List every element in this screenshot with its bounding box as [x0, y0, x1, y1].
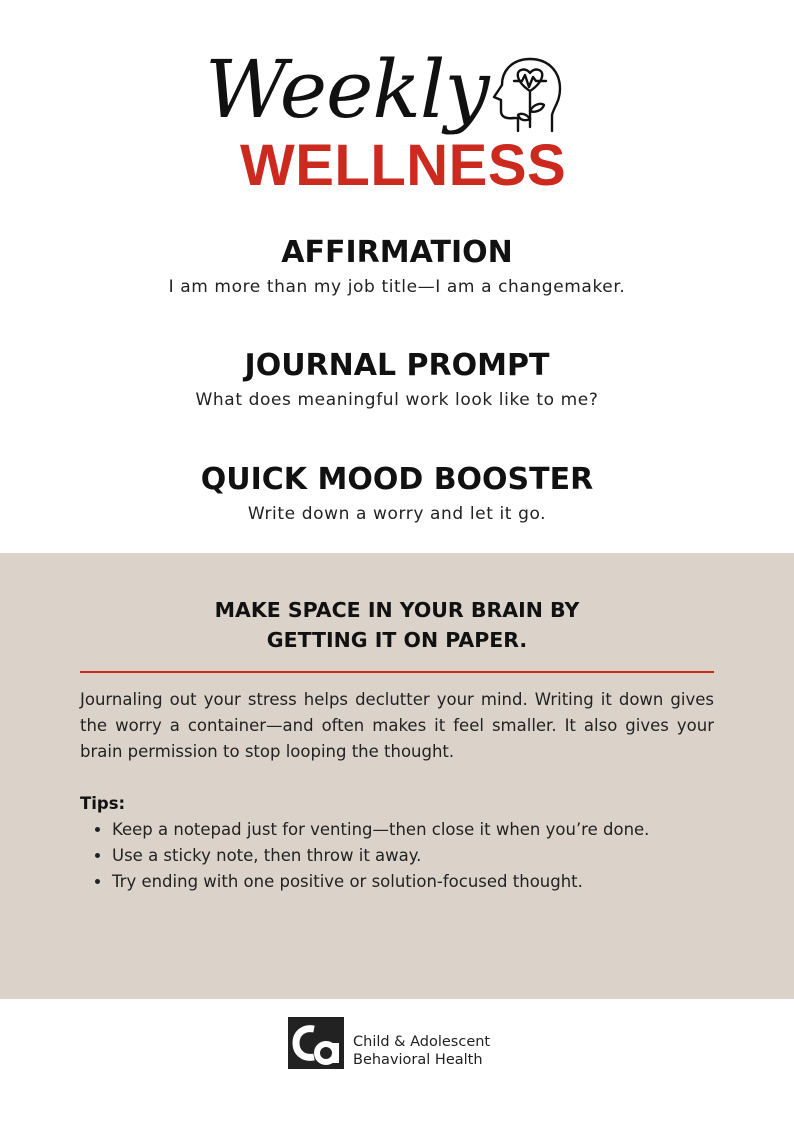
- divider: [80, 671, 714, 673]
- affirmation-section: [0, 235, 794, 299]
- cabh-logo-icon: [288, 1017, 344, 1069]
- mood-booster-text: Write down a worry and let it go.: [247, 504, 547, 524]
- tip-item: • Use a sticky note, then throw it away.: [112, 843, 714, 869]
- tip-item: • Try ending with one positive or solution-focused thought.: [112, 869, 714, 895]
- organization-name: [353, 1033, 490, 1069]
- panel-heading: [80, 595, 714, 655]
- main-title: WELLNESS: [240, 133, 567, 198]
- mood-booster-heading: QUICK MOOD BOOSTER: [200, 462, 594, 497]
- affirmation-heading: AFFIRMATION: [281, 235, 513, 270]
- header: [0, 0, 794, 210]
- journal-prompt-section: [0, 348, 794, 412]
- organization-logo: [288, 1017, 508, 1071]
- journal-prompt-text: What does meaningful work look like to me?: [195, 390, 599, 410]
- head-heart-flower-icon: [490, 55, 565, 135]
- org-name-line1: Child & Adolescent: [353, 1034, 491, 1050]
- panel-heading-line1: MAKE SPACE IN YOUR BRAIN BY: [214, 598, 580, 622]
- journal-prompt-heading: JOURNAL PROMPT: [244, 348, 550, 383]
- panel-body-text: Journaling out your stress helps declutter your mind. Writing it down gives the worry a container—and often makes it feel smaller. It also gives your brain permission to stop looping the thought.: [80, 690, 714, 761]
- tips-label: Tips:: [80, 794, 126, 813]
- tips-panel: [0, 553, 794, 999]
- script-title: Weekly: [205, 43, 489, 136]
- affirmation-text: I am more than my job title—I am a changemaker.: [168, 277, 626, 297]
- org-name-line2: Behavioral Health: [353, 1052, 483, 1068]
- mood-booster-section: [0, 462, 794, 526]
- tips-list: [80, 817, 714, 895]
- panel-heading-line2: GETTING IT ON PAPER.: [266, 628, 528, 652]
- tip-item: • Keep a notepad just for venting—then close it when you’re done.: [112, 817, 714, 843]
